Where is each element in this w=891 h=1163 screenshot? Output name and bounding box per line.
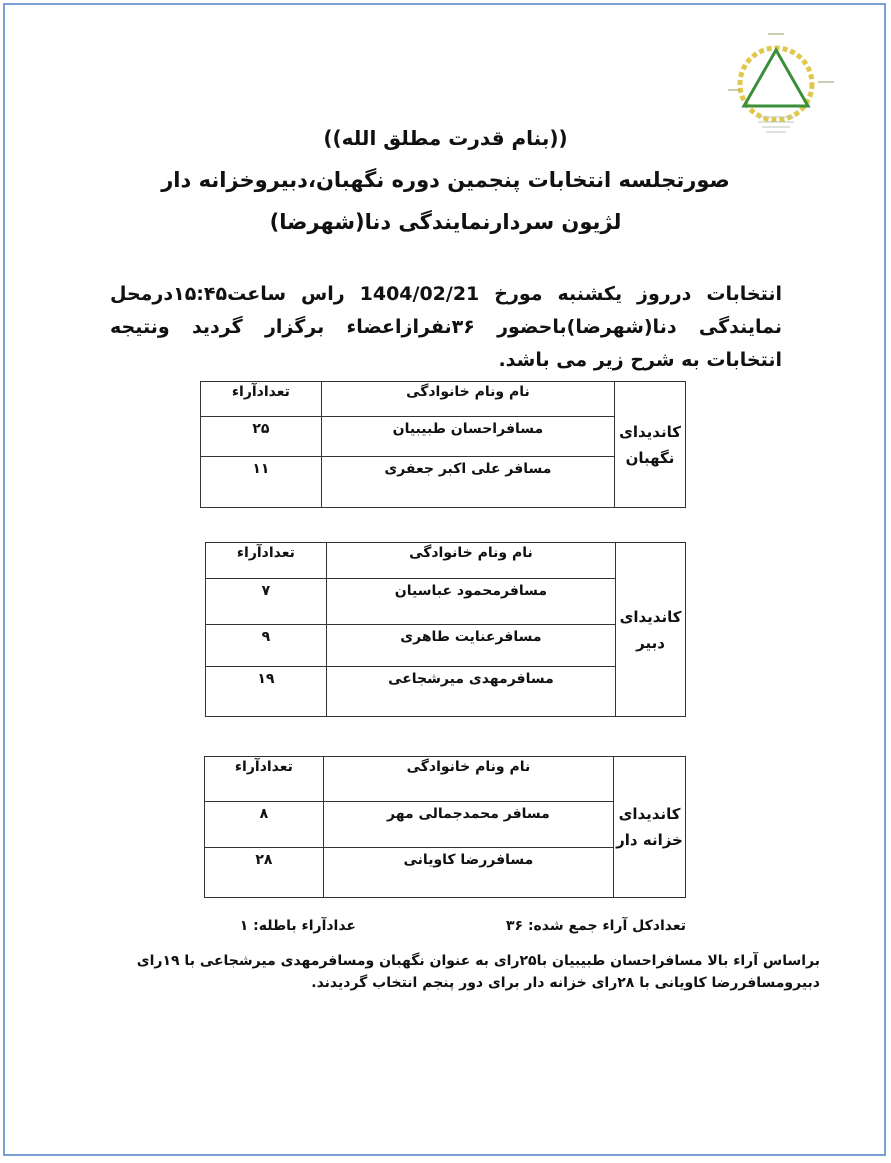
page-title: ((بنام قدرت مطلق الله)) [323, 126, 568, 150]
candidate-votes: ۲۸ [205, 848, 324, 898]
candidate-name: مسافر علی اکبر جعفری [321, 457, 614, 508]
candidate-name: مسافرعنایت طاهری [326, 625, 615, 667]
treasurer-candidates-table [204, 756, 686, 898]
table-title: کاندیدای خزانه دار [614, 757, 686, 898]
column-header-votes: تعدادآراء [206, 543, 327, 579]
column-header-votes: تعدادآراء [205, 757, 324, 802]
secretary-candidates-table [205, 542, 686, 717]
intro-paragraph: انتخابات درروز یکشنبه مورخ 1404/02/21 راس ساعت۱۵:۴۵درمحل نمایندگی دنا(شهرضا)باحضور ۳۶نفرازاعضاء برگزار گردید ونتیجه انتخابات به شرح زیر می باشد. [110, 283, 782, 371]
candidate-name: مسافرمهدی میرشجاعی [326, 667, 615, 717]
table-title: کاندیدای نگهبان [615, 382, 686, 508]
candidate-votes: ۲۵ [201, 417, 322, 457]
candidate-votes: ۸ [205, 802, 324, 848]
column-header-name: نام ونام خانوادگی [323, 757, 613, 802]
total-votes-value: ۳۶ [505, 918, 524, 934]
candidate-name: مسافر محمدجمالی مهر [323, 802, 613, 848]
document-subtitle: صورتجلسه انتخابات پنجمین دوره نگهبان،دبیروخزانه دار [161, 168, 730, 192]
total-votes [506, 918, 686, 934]
column-header-name: نام ونام خانوادگی [321, 382, 614, 417]
column-header-name: نام ونام خانوادگی [326, 543, 615, 579]
candidate-name: مسافرمحمود عباسیان [326, 579, 615, 625]
void-votes-value: ۱ [239, 918, 249, 934]
candidate-votes: ۹ [206, 625, 327, 667]
table-title: کاندیدای دبیر [616, 543, 686, 717]
conclusion-paragraph: براساس آراء بالا مسافراحسان طبیبیان با۲۵رای به عنوان نگهبان ومسافرمهدی میرشجاعی با ۱۹رای دبیرومسافررضا کاویانی با ۲۸رای خزانه دار برای دور پنجم انتخاب گردیدند. [136, 953, 820, 991]
candidate-votes: ۱۹ [206, 667, 327, 717]
triangle-emblem-icon [728, 22, 838, 142]
candidate-name: مسافررضا کاویانی [323, 848, 613, 898]
column-header-votes: تعدادآراء [201, 382, 322, 417]
candidate-votes: ۱۱ [201, 457, 322, 508]
void-votes [240, 918, 356, 934]
legion-name: لژیون سردارنمایندگی دنا(شهرضا) [269, 210, 622, 234]
guardian-candidates-table [200, 381, 686, 508]
total-votes-label: تعدادکل آراء جمع شده: [527, 918, 686, 934]
void-votes-label: عدادآراء باطله: [253, 918, 356, 934]
candidate-votes: ۷ [206, 579, 327, 625]
candidate-name: مسافراحسان طبیبیان [321, 417, 614, 457]
